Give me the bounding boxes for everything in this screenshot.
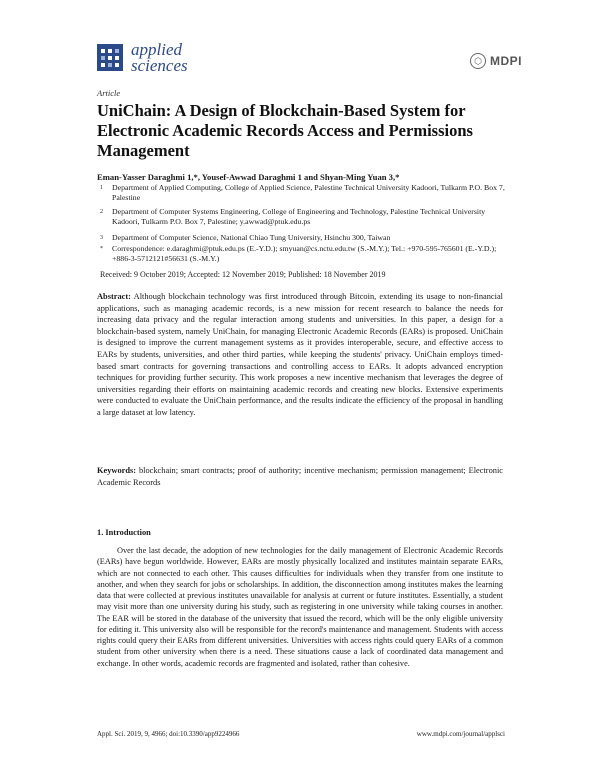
keywords-text: blockchain; smart contracts; proof of authority; incentive mechanism; permission management; Electronic Academic Records [97,466,504,487]
journal-url[interactable]: www.mdpi.com/journal/applsci [416,730,505,738]
keywords-label: Keywords: [97,466,137,475]
abstract-text: Although blockchain technology was first introduced through Bitcoin, extending its usage to non-financial applications, such as managing academic records, is a new mission for recent research to balance the needs for increasing data privacy and the regular interaction among students and universities. In this paper, a design for a blockchain-based system, namely UniChain, for managing Electronic Academic Records (EARs) is proposed. UniChain is designed to improve the current management systems as it provides interoperable, secure, and effective access to EARs by students, universities, and other third parties, while keeping the students' privacy. UniChain employs timed-based smart contracts for governing transactions and controlling access to EARs. It adopts advanced encryption techniques for providing further security. This work proposes a new incentive mechanism that leverages the degree of universities regarding their efforts on maintaining academic records and creating new blocks. Extensive experiments were conducted to evaluate the UniChain performance, and the results indicate the efficiency of the proposal in handling a large dataset at low latency. [97,292,503,417]
author-list: Eman-Yasser Daraghmi 1,*, Yousef-Awwad Daraghmi 1 and Shyan-Ming Yuan 3,* [97,172,400,182]
abstract-label: Abstract: [97,292,131,301]
journal-name [131,42,188,74]
section-heading: 1. Introduction [97,528,151,537]
section-body: Over the last decade, the adoption of new technologies for the daily management of Electronic Academic Records (EARs) have begun worldwide. However, EARs are mostly physically localized and institutes maintain separate EARs, which are not connected to each other. This causes difficulties for individuals when they transfer from one institute to another, and when they search for jobs or scholarships. In addition, the disconnection among institutes makes the learning data that were collected at previous institutes unavailable for analysis at current or future institutes. Essentially, a student may visit more than one university during his study, such as registering in one university while taking courses in another. The EAR will be stored in the database of the university that issued the record, which will be the only eligible university for editing it. This university also will be responsible for the record's maintenance and management. Students with access rights could query their EARs from different universities. Universities with access rights could query EARs of a common student from other university when there is a need. These situations cause a lack of coordinated data management and exchange. In other words, academic records are fragmented and isolated, rather than cohesive. [97,546,503,668]
journal-logo [97,44,123,71]
publication-dates: Received: 9 October 2019; Accepted: 12 November 2019; Published: 18 November 2019 [100,270,386,279]
paper-title: UniChain: A Design of Blockchain-Based System for Electronic Academic Records Access and Permissions Management [97,101,473,160]
journal-name-line2: sciences [131,56,188,75]
abstract [97,291,503,419]
article-type: Article [97,88,121,98]
journal-name-line1: applied [131,40,182,59]
publisher-logo [470,51,522,71]
mdpi-icon: ⬡ [470,53,486,69]
citation-footer: Appl. Sci. 2019, 9, 4966; doi:10.3390/app9224966 [97,730,240,738]
publisher-name: MDPI [490,54,522,68]
keywords [97,465,503,488]
